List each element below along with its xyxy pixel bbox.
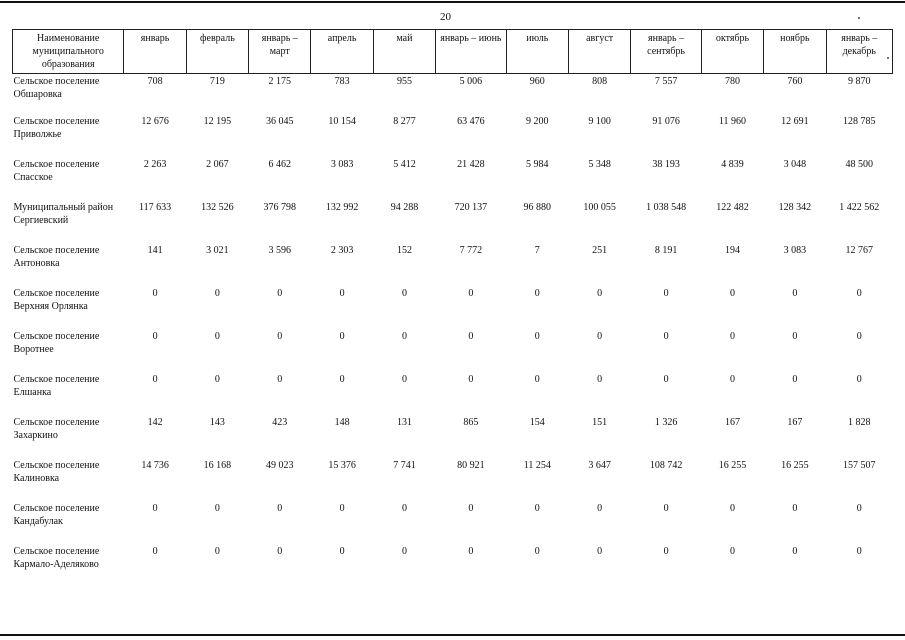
value-cell: 0 (277, 546, 283, 557)
value-cell: 16 255 (781, 460, 809, 471)
value-cell: 152 (396, 245, 412, 256)
value-cell: 132 526 (201, 202, 234, 213)
value-cell: 3 021 (206, 245, 229, 256)
value-cell: 132 992 (325, 202, 359, 213)
value-cell: 0 (730, 374, 735, 385)
top-rule (0, 1, 905, 3)
table-row (13, 373, 893, 416)
value-cell: 0 (339, 331, 345, 342)
value-cell: 0 (597, 546, 603, 557)
value-cell: 12 195 (203, 116, 232, 127)
value-cell: 5 412 (393, 159, 416, 170)
value-cell: 1 326 (654, 417, 678, 428)
value-cell: 865 (463, 417, 479, 428)
value-cell: 0 (792, 288, 798, 299)
value-cell: 720 137 (454, 202, 488, 213)
value-cell: 0 (534, 374, 540, 385)
value-cell: 0 (663, 374, 669, 385)
value-cell: 0 (730, 503, 735, 514)
value-cell: 0 (856, 546, 862, 557)
value-cell: 0 (792, 546, 798, 557)
value-cell: 808 (592, 76, 608, 87)
value-cell: 194 (725, 245, 740, 256)
value-cell: 128 342 (778, 202, 812, 213)
value-cell: 960 (529, 76, 545, 87)
value-cell: 0 (597, 374, 603, 385)
value-cell: 0 (401, 546, 407, 557)
column-header-month: январь – сентябрь (631, 30, 702, 74)
value-cell: 0 (152, 374, 158, 385)
column-header-month: май (373, 30, 435, 74)
table-header-row (13, 30, 893, 74)
value-cell: 955 (396, 76, 412, 87)
value-cell: 3 048 (783, 159, 807, 170)
column-header-month: октябрь (701, 30, 763, 74)
column-header-month: январь – июнь (436, 30, 507, 74)
value-cell: 0 (214, 546, 220, 557)
value-cell: 117 633 (138, 202, 172, 213)
value-cell: 0 (152, 288, 158, 299)
value-cell: 5 984 (526, 159, 549, 170)
table-row (13, 158, 893, 201)
value-cell: 0 (339, 288, 345, 299)
value-cell: 2 175 (268, 76, 291, 87)
value-cell: 16 255 (718, 460, 747, 471)
value-cell: 9 870 (848, 76, 871, 87)
value-cell: 3 083 (330, 159, 354, 170)
column-header-month: январь (124, 30, 186, 74)
value-cell: 7 557 (654, 76, 678, 87)
value-cell: 38 193 (652, 159, 680, 170)
value-cell: 5 006 (459, 76, 483, 87)
value-cell: 0 (534, 331, 540, 342)
value-cell: 0 (534, 503, 540, 514)
value-cell: 96 880 (523, 202, 552, 213)
value-cell: 0 (152, 546, 158, 557)
row-name-cell: Сельское поселение Приволжье (13, 116, 100, 140)
value-cell: 0 (856, 374, 862, 385)
column-header-name: Наименование муниципального образования (13, 30, 124, 74)
table-row (13, 459, 893, 502)
value-cell: 0 (401, 288, 407, 299)
table-row (13, 244, 893, 287)
table-row (13, 74, 893, 116)
value-cell: 3 083 (783, 245, 807, 256)
value-cell: 0 (468, 503, 474, 514)
value-cell: 1 038 548 (646, 202, 687, 213)
column-header-month: июль (506, 30, 568, 74)
value-cell: 0 (534, 288, 540, 299)
value-cell: 4 839 (721, 159, 744, 170)
value-cell: 0 (277, 374, 283, 385)
value-cell: 423 (272, 417, 288, 428)
value-cell: 12 691 (781, 116, 809, 127)
value-cell: 11 960 (718, 116, 747, 127)
value-cell: 0 (152, 331, 158, 342)
row-name-cell: Сельское поселение Елшанка (13, 374, 100, 398)
value-cell: 167 (787, 417, 803, 428)
value-cell: 760 (787, 76, 803, 87)
page-number: 20 (440, 11, 451, 23)
value-cell: 0 (663, 546, 669, 557)
value-cell: 48 500 (845, 159, 873, 170)
value-cell: 0 (152, 503, 158, 514)
value-cell: 7 (534, 245, 540, 256)
value-cell: 0 (597, 331, 603, 342)
value-cell: 100 055 (583, 202, 616, 213)
value-cell: 49 023 (266, 460, 294, 471)
value-cell: 0 (339, 503, 345, 514)
column-header-month: январь – март (249, 30, 311, 74)
value-cell: 80 921 (457, 460, 485, 471)
row-name-cell: Сельское поселение Воротнее (13, 331, 100, 355)
value-cell: 167 (725, 417, 740, 428)
row-name-cell: Сельское поселение Антоновка (13, 245, 100, 269)
value-cell: 6 462 (268, 159, 291, 170)
table-row (13, 115, 893, 158)
row-name-cell: Муниципальный район Сергиевский (13, 202, 114, 226)
table-row (13, 201, 893, 244)
value-cell: 0 (856, 503, 862, 514)
value-cell: 3 647 (588, 460, 611, 471)
value-cell: 2 303 (330, 245, 354, 256)
value-cell: 131 (396, 417, 412, 428)
row-name-cell: Сельское поселение Верхняя Орлянка (13, 288, 100, 312)
table-row (13, 545, 893, 588)
value-cell: 148 (334, 417, 350, 428)
value-cell: 14 736 (141, 460, 169, 471)
value-cell: 708 (147, 76, 163, 87)
column-header-month: апрель (311, 30, 373, 74)
value-cell: 1 828 (848, 417, 871, 428)
value-cell: 0 (597, 288, 603, 299)
row-name-cell: Сельское поселение Кармало-Аделяково (13, 546, 100, 570)
value-cell: 0 (401, 331, 407, 342)
column-header-month: август (568, 30, 630, 74)
column-header-month: февраль (186, 30, 248, 74)
value-cell: 0 (401, 374, 407, 385)
value-cell: 21 428 (457, 159, 485, 170)
value-cell: 251 (592, 245, 608, 256)
value-cell: 154 (529, 417, 545, 428)
value-cell: 9 200 (526, 116, 549, 127)
value-cell: 142 (147, 417, 163, 428)
table-row (13, 502, 893, 545)
value-cell: 12 767 (845, 245, 873, 256)
value-cell: 3 596 (268, 245, 291, 256)
value-cell: 108 742 (649, 460, 683, 471)
value-cell: 1 422 562 (839, 202, 880, 213)
value-cell: 0 (277, 288, 283, 299)
value-cell: 8 277 (393, 116, 416, 127)
column-header-month: ноябрь (764, 30, 826, 74)
value-cell: 0 (214, 288, 220, 299)
column-header-month: январь – декабрь (826, 30, 892, 74)
value-cell: 122 482 (716, 202, 749, 213)
value-cell: 0 (792, 374, 798, 385)
table-body (13, 74, 893, 589)
value-cell: 8 191 (654, 245, 678, 256)
value-cell: 0 (468, 374, 474, 385)
row-name-cell: Сельское поселение Калиновка (13, 460, 100, 484)
value-cell: 0 (468, 288, 474, 299)
value-cell: 0 (663, 503, 669, 514)
table-row (13, 287, 893, 330)
value-cell: 2 263 (143, 159, 167, 170)
value-cell: 0 (792, 503, 798, 514)
value-cell: 780 (725, 76, 740, 87)
table-row (13, 330, 893, 373)
value-cell: 0 (468, 546, 474, 557)
value-cell: 0 (856, 288, 862, 299)
value-cell: 11 254 (523, 460, 551, 471)
row-name-cell: Сельское поселение Спасское (13, 159, 100, 183)
value-cell: 0 (597, 503, 603, 514)
value-cell: 0 (277, 503, 283, 514)
value-cell: 0 (663, 288, 669, 299)
value-cell: 0 (214, 331, 220, 342)
table-row (13, 416, 893, 459)
value-cell: 5 348 (588, 159, 611, 170)
value-cell: 0 (856, 331, 862, 342)
value-cell: 10 154 (328, 116, 356, 127)
value-cell: 94 288 (390, 202, 419, 213)
value-cell: 0 (214, 503, 220, 514)
value-cell: 0 (792, 331, 798, 342)
value-cell: 7 772 (459, 245, 483, 256)
statistics-table (12, 29, 893, 588)
value-cell: 376 798 (263, 202, 296, 213)
value-cell: 91 076 (652, 116, 680, 127)
value-cell: 63 476 (457, 116, 485, 127)
value-cell: 141 (147, 245, 163, 256)
row-name-cell: Сельское поселение Захаркино (13, 417, 100, 441)
value-cell: 143 (209, 417, 225, 428)
scan-speck (858, 17, 860, 19)
value-cell: 16 168 (203, 460, 232, 471)
value-cell: 0 (468, 331, 474, 342)
value-cell: 719 (209, 76, 225, 87)
value-cell: 157 507 (843, 460, 876, 471)
value-cell: 0 (534, 546, 540, 557)
value-cell: 0 (339, 546, 345, 557)
value-cell: 9 100 (588, 116, 611, 127)
value-cell: 0 (214, 374, 220, 385)
value-cell: 0 (730, 331, 735, 342)
value-cell: 0 (730, 546, 735, 557)
value-cell: 15 376 (328, 460, 356, 471)
value-cell: 7 741 (393, 460, 416, 471)
value-cell: 0 (730, 288, 735, 299)
value-cell: 0 (277, 331, 283, 342)
value-cell: 151 (592, 417, 608, 428)
value-cell: 36 045 (266, 116, 294, 127)
bottom-rule (0, 634, 905, 636)
value-cell: 12 676 (141, 116, 169, 127)
row-name-cell: Сельское поселение Кандабулак (13, 503, 100, 527)
value-cell: 0 (401, 503, 407, 514)
row-name-cell: Сельское поселение Обшаровка (13, 76, 100, 100)
value-cell: 2 067 (206, 159, 229, 170)
value-cell: 0 (339, 374, 345, 385)
value-cell: 783 (334, 76, 350, 87)
value-cell: 128 785 (843, 116, 876, 127)
value-cell: 0 (663, 331, 669, 342)
